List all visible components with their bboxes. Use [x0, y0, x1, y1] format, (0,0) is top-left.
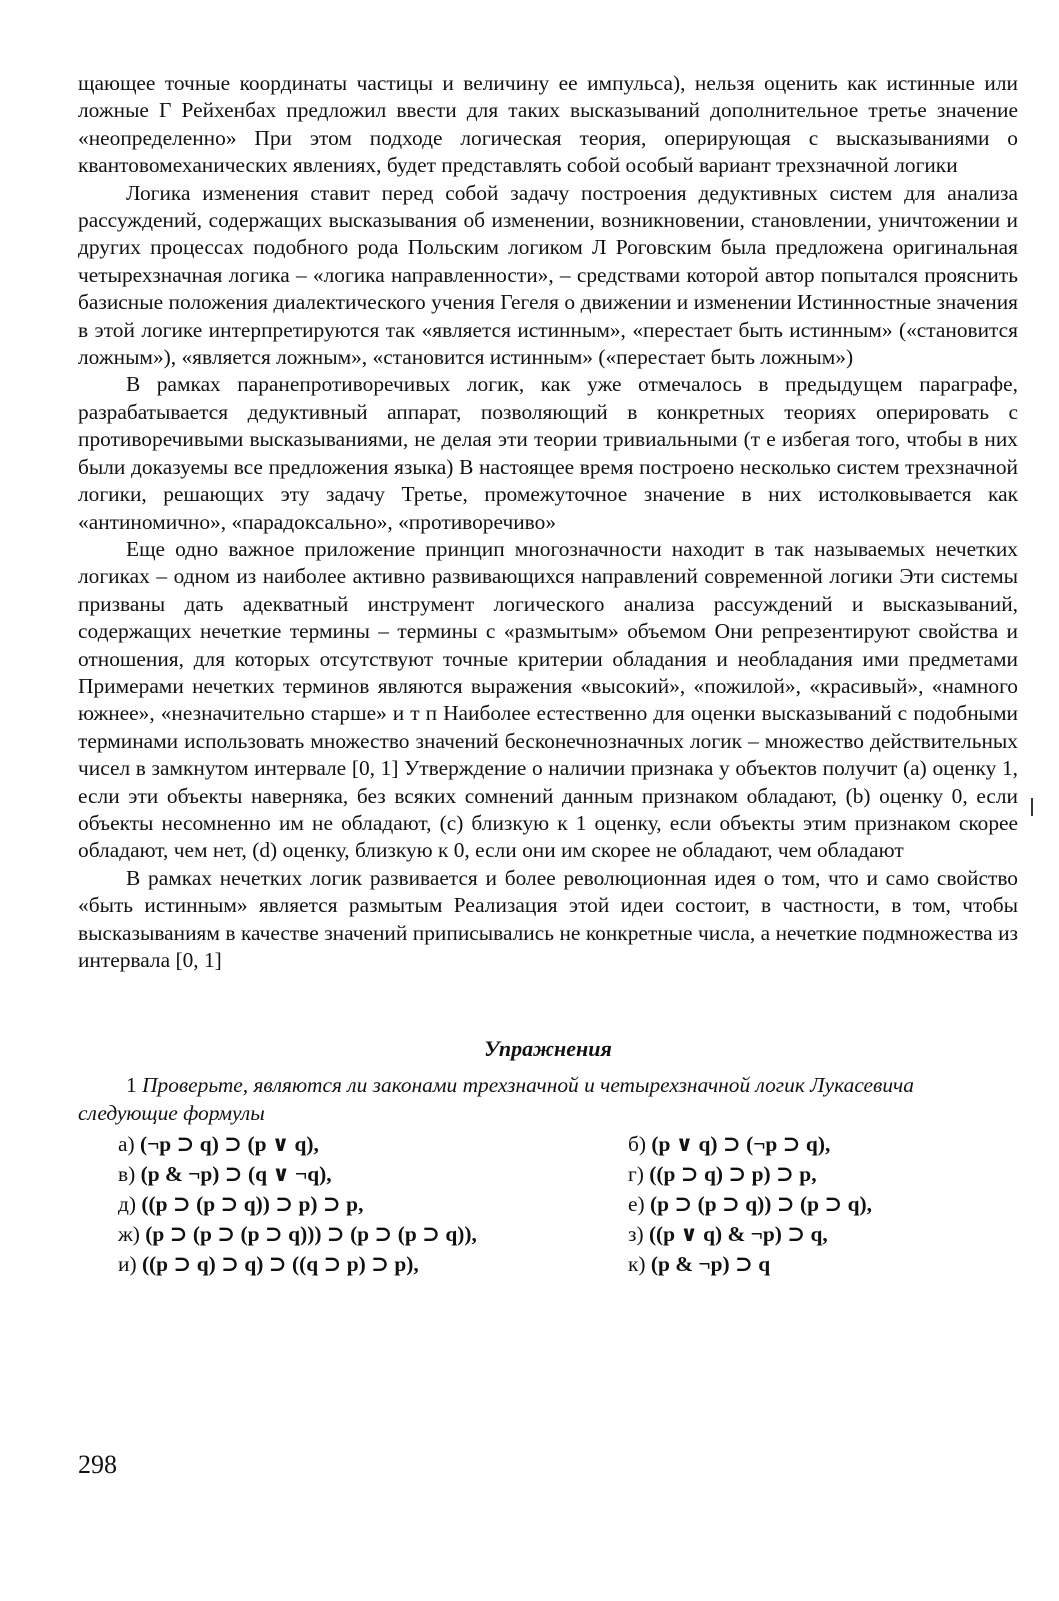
formula-item: [588, 1249, 1018, 1279]
formula-list: [78, 1129, 1018, 1279]
formula-expression: (p & ¬p) ⊃ q: [650, 1252, 771, 1277]
exercise-number: 1: [126, 1073, 137, 1098]
formula-label: а): [118, 1132, 135, 1157]
formula-item: [588, 1129, 1018, 1159]
formula-label: в): [118, 1162, 136, 1187]
formula-item: [78, 1189, 588, 1219]
formula-item: [78, 1159, 588, 1189]
formula-item: [78, 1249, 588, 1279]
formula-item: [588, 1189, 1018, 1219]
margin-mark: [1031, 798, 1033, 816]
formula-item: [78, 1219, 588, 1249]
formula-label: б): [628, 1132, 647, 1157]
page-content: [78, 70, 1018, 1279]
paragraph-1: щающее точные координаты частицы и величину ее импульса), нельзя оценить как истинные или ложные Г Рейхенбах предложил ввести для таких высказываний дополнительное третье значение «неопределенно» При этом подходе логическая теория, оперирующая с высказываниями о квантовомеханических явлениях, будет представлять собой особый вариант трехзначной логики: [78, 71, 1018, 178]
page-number: 298: [78, 1450, 117, 1479]
paragraph-2: Логика изменения ставит перед собой задачу построения дедуктивных систем для анализа рассуждений, содержащих высказывания об изменении, возникновении, становлении, уничтожении и других процессах подобного рода Польским логиком Л Роговским была предложена оригинальная четырехзначная логика – «логика направленности», – средствами которой автор попытался прояснить базисные положения диалектического учения Гегеля о движении и изменении Истинностные значения в этой логике интерпретируются так «является истинным», «перестает быть истинным» («становится ложным»), «является ложным», «становится истинным» («перестает быть ложным»): [78, 180, 1018, 370]
formula-item: [588, 1159, 1018, 1189]
formula-expression: (p ⊃ (p ⊃ q)) ⊃ (p ⊃ q),: [649, 1192, 873, 1217]
formula-expression: (p ∨ q) ⊃ (¬p ⊃ q),: [651, 1132, 831, 1157]
exercise-task: [78, 1072, 1018, 1127]
formula-label: и): [118, 1252, 137, 1277]
formula-item: [78, 1129, 588, 1159]
formula-expression: (p ⊃ (p ⊃ (p ⊃ q))) ⊃ (p ⊃ (p ⊃ q)),: [145, 1222, 477, 1247]
paragraph-5: В рамках нечетких логик развивается и более революционная идея о том, что и само свойство «быть истинным» является размытым Реализация этой идеи состоит, в частности, в том, чтобы высказываниям в качестве значений приписывались не конкретные числа, а нечеткие подмножества из интервала [0, 1]: [78, 865, 1018, 972]
formula-label: д): [118, 1192, 137, 1217]
formula-expression: (p & ¬p) ⊃ (q ∨ ¬q),: [140, 1162, 332, 1187]
formula-label: з): [628, 1222, 644, 1247]
paragraph-3: В рамках паранепротиворечивых логик, как уже отмечалось в предыдущем параграфе, разрабатывается дедуктивный аппарат, позволяющий в конкретных теориях оперировать с противоречивыми высказываниями, не делая эти теории тривиальными (т е избегая того, чтобы в них были доказуемы все предложения языка) В настоящее время построено несколько систем трехзначной логики, решающих эту задачу Третье, промежуточное значение в них истолковывается как «антиномично», «парадоксально», «противоречиво»: [78, 372, 1018, 534]
formula-expression: (¬p ⊃ q) ⊃ (p ∨ q),: [139, 1132, 319, 1157]
formula-expression: ((p ⊃ q) ⊃ q) ⊃ ((q ⊃ p) ⊃ p),: [141, 1252, 419, 1277]
formula-expression: ((p ∨ q) & ¬p) ⊃ q,: [648, 1222, 828, 1247]
formula-label: е): [628, 1192, 645, 1217]
exercises-heading: Упражнения: [484, 1036, 612, 1062]
exercise-text: Проверьте, являются ли законами трехзначной и четырехзначной логик Лукасевича следующие формулы: [78, 1073, 914, 1125]
paragraph-4: Еще одно важное приложение принцип многозначности находит в так называемых нечетких логиках – одном из наиболее активно развивающихся направлений современной логики Эти системы призваны дать адекватный инструмент логического анализа рассуждений и высказываний, содержащих нечеткие термины – термины с «размытым» объемом Они репрезентируют свойства и отношения, для которых отсутствуют точные критерии обладания и необладания ими предметами Примерами нечетких терминов являются выражения «высокий», «пожилой», «красивый», «намного южнее», «незначительно старше» и т п Наиболее естественно для оценки высказываний с подобными терминами использовать множество значений бесконечнозначных логик – множество действительных чисел в замкнутом интервале [0, 1] Утверждение о наличии признака у объектов получит (a) оценку 1, если эти объекты наверняка, без всяких сомнений данным признаком обладают, (b) оценку 0, если объекты несомненно им не обладают, (c) близкую к 1 оценку, если объекты этим признаком скорее обладают, чем нет, (d) оценку, близкую к 0, если они им скорее не обладают, чем обладают: [78, 536, 1018, 863]
formula-expression: ((p ⊃ (p ⊃ q)) ⊃ p) ⊃ p,: [141, 1192, 364, 1217]
formula-label: ж): [118, 1222, 140, 1247]
formula-expression: ((p ⊃ q) ⊃ p) ⊃ p,: [649, 1162, 817, 1187]
formula-label: г): [628, 1162, 644, 1187]
formula-label: к): [628, 1252, 646, 1277]
formula-item: [588, 1219, 1018, 1249]
